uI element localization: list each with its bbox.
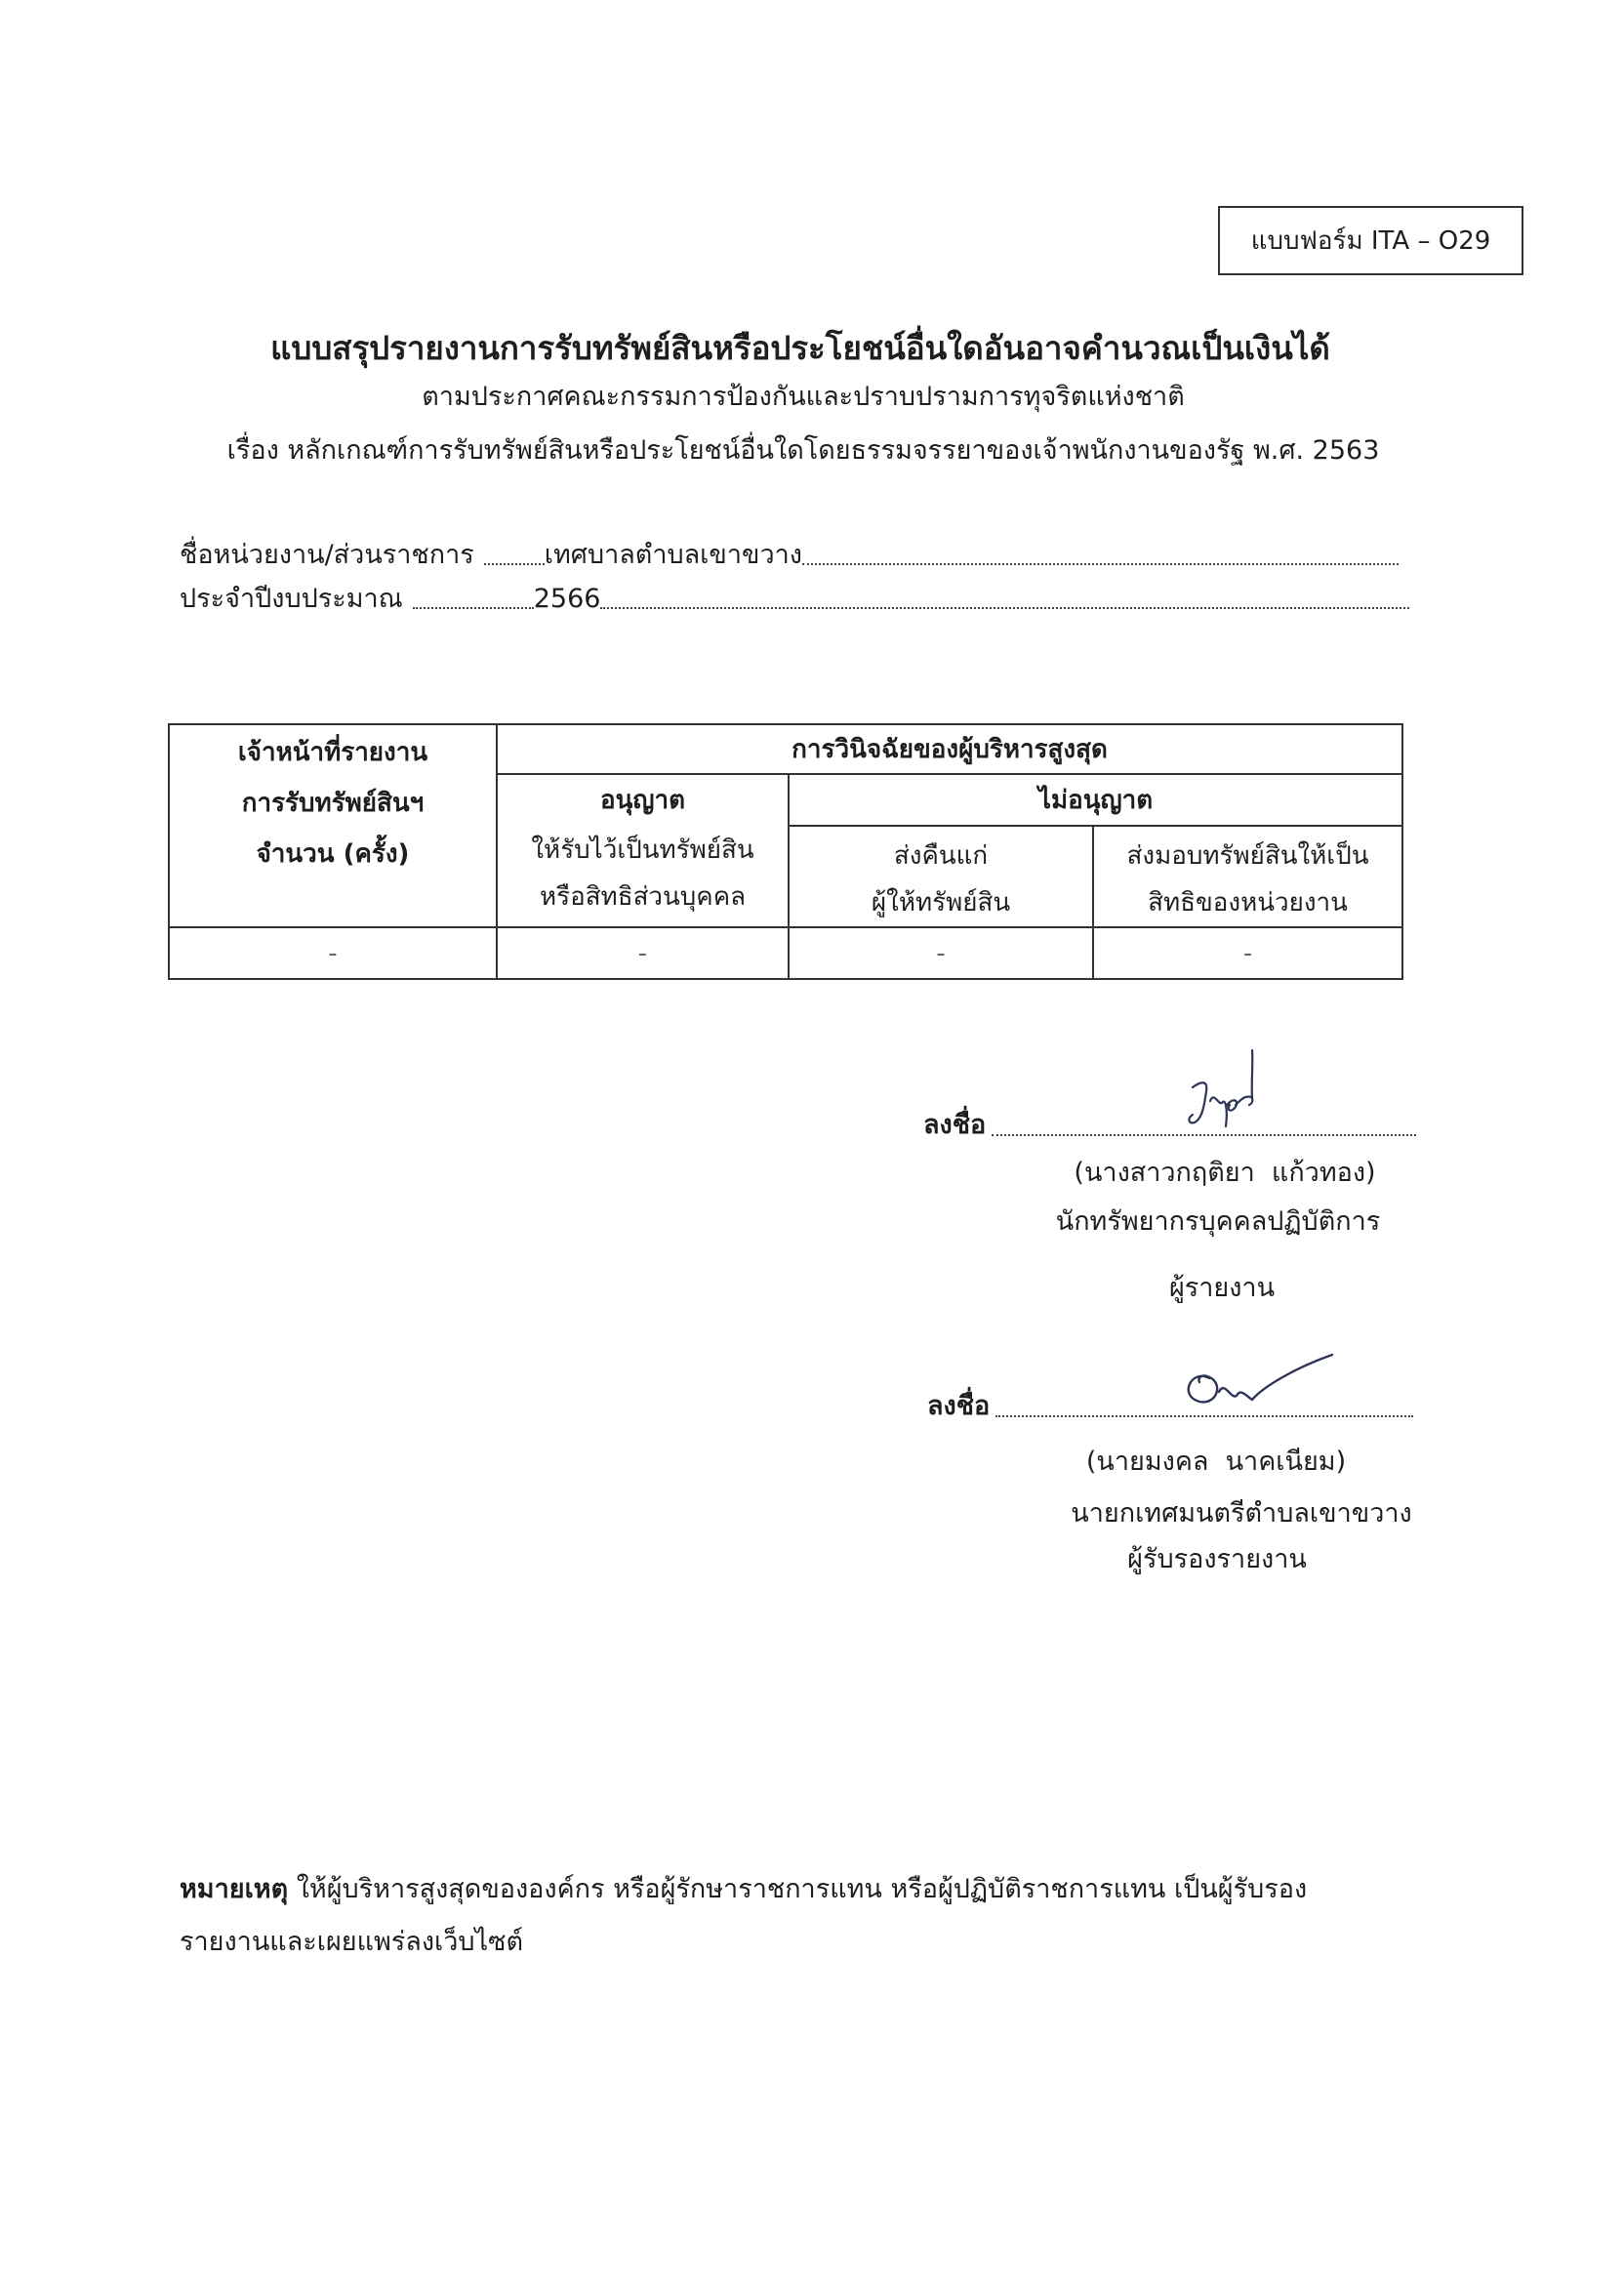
cell-approved: - (497, 927, 789, 979)
reporter-header-line-2: การรับทรัพย์สินฯ (241, 789, 425, 818)
transfer-desc-line-2: สิทธิของหน่วยงาน (1148, 888, 1348, 918)
certifier-name: (นายมงคล นาคเนียม) (1085, 1447, 1347, 1477)
reporter-count-header (169, 724, 497, 927)
certifier-sign-dots (995, 1415, 1413, 1417)
reporter-sign-dots (992, 1134, 1416, 1136)
not-approved-header: ไม่อนุญาต (789, 774, 1402, 826)
reporter-role: ผู้รายงาน (1168, 1273, 1276, 1303)
certifier-sign-label: ลงชื่อ (927, 1391, 991, 1421)
report-table (168, 723, 1403, 980)
certifier-sign-line (927, 1384, 1413, 1423)
approved-header: อนุญาต (599, 786, 686, 815)
return-desc-line-2: ผู้ให้ทรัพย์สิน (871, 888, 1011, 918)
note-line-1 (180, 1873, 1448, 1906)
document-title: แบบสรุปรายงานการรับทรัพย์สินหรือประโยชน์อื่นใดอันอาจคำนวณเป็นเงินได้ (270, 329, 1330, 367)
reporter-name: (นางสาวกฤติยา แก้วทอง) (1074, 1158, 1376, 1188)
approved-header-cell (497, 774, 789, 927)
reporter-header-line-1: เจ้าหน้าที่รายงาน (237, 738, 428, 767)
note-label: หมายเหตุ (180, 1874, 289, 1904)
reporter-sign-label: ลงชื่อ (923, 1110, 987, 1140)
subtitle-line-2: เรื่อง หลักเกณฑ์การรับทรัพย์สินหรือประโยชน์อื่นใดโดยธรรมจรรยาของเจ้าพนักงานของรัฐ พ.ศ. 2563 (226, 435, 1380, 466)
agency-trailing-dots (802, 563, 1399, 565)
fiscal-year-label: ประจำปีงบประมาณ (180, 584, 403, 614)
approved-desc-line-1: ให้รับไว้เป็นทรัพย์สิน (531, 836, 754, 865)
fiscal-year-field (180, 583, 1409, 616)
decision-header: การวินิจฉัยของผู้บริหารสูงสุด (497, 724, 1402, 774)
cell-transferred: - (1093, 927, 1402, 979)
return-desc-line-1: ส่งคืนแก่ (893, 841, 989, 871)
cell-returned: - (789, 927, 1093, 979)
agency-value: เทศบาลตำบลเขาขวาง (544, 540, 802, 570)
header-row-1 (169, 724, 1402, 774)
approved-desc-line-2: หรือสิทธิส่วนบุคคล (539, 882, 747, 912)
subtitle-line-1: ตามประกาศคณะกรรมการป้องกันและปราบปรามการทุจริตแห่งชาติ (422, 382, 1185, 412)
agency-leader-dots (484, 563, 545, 565)
reporter-header-line-3: จำนวน (ครั้ง) (256, 839, 410, 869)
fiscal-year-trailing-dots (600, 607, 1409, 609)
transfer-desc-line-1: ส่งมอบทรัพย์สินให้เป็น (1126, 841, 1369, 871)
agency-label: ชื่อหน่วยงาน/ส่วนราชการ (180, 540, 474, 570)
fiscal-year-leader-dots (413, 607, 534, 609)
return-header-cell (789, 826, 1093, 927)
agency-field (180, 539, 1399, 572)
certifier-position: นายกเทศมนตรีตำบลเขาขวาง (1071, 1498, 1412, 1529)
note-text-2: รายงานและเผยแพร่ลงเว็บไซต์ (180, 1927, 524, 1957)
reporter-position: นักทรัพยากรบุคคลปฏิบัติการ (1055, 1206, 1381, 1237)
reporter-sign-line (923, 1103, 1416, 1142)
form-code-badge (1218, 206, 1523, 275)
transfer-header-cell (1093, 826, 1402, 927)
fiscal-year-value: 2566 (533, 584, 601, 614)
table-row (169, 927, 1402, 979)
note-text-1: ให้ผู้บริหารสูงสุดขององค์กร หรือผู้รักษาราชการแทน หรือผู้ปฏิบัติราชการแทน เป็นผู้รับรอง (296, 1874, 1308, 1904)
cell-report-count: - (169, 927, 497, 979)
form-code-text: แบบฟอร์ม ITA – O29 (1250, 226, 1491, 256)
certifier-role: ผู้รับรองรายงาน (1127, 1544, 1307, 1574)
